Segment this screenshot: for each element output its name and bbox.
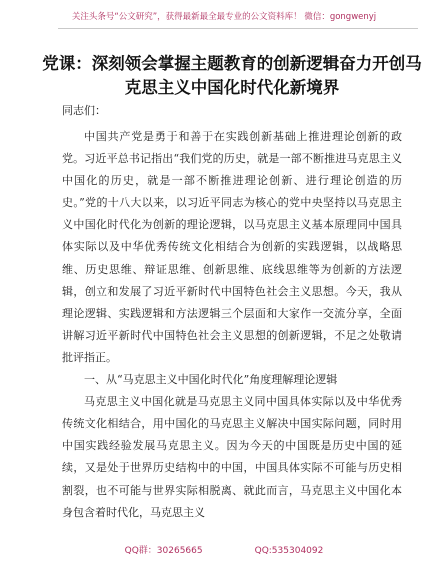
footer-qq: QQ:535304092 — [254, 546, 324, 556]
section-heading-1: 一、从“马克思主义中国化时代化”角度理解理论逻辑 — [84, 373, 338, 387]
paragraph-2: 马克思主义中国化就是马克思主义同中国具体实际以及中华优秀传统文化相结合，用中国化的马克思主义解决中国实际问题，同时用中国实践经验发展马克思主义。因为今天的中国既是历史中国的延续，又是处于世界历史结构中的中国，中国具体实际不可能与历史相割裂，也不可能与世界实际相脱离、就此而言，马克思主义中国化本身包含着时代化，马克思主义 — [62, 395, 402, 519]
paragraph-1: 中国共产党是勇于和善于在实践创新基础上推进理论创新的政党。习近平总书记指出“我们党的历史，就是一部不断推进马克思主义中国化的历史，就是一部不断推进理论创新、进行理论创造的历史。”党的十八大以来，以习近平同志为核心的党中央坚持以马克思主义中国化时代化为创新的理论逻辑，以马克思主义基本原理同中国具体实际以及中华优秀传统文化相结合为创新的实践逻辑，以战略思维、历史思维、辩证思维、创新思维、底线思维等为创新的方法逻辑，创立和发展了习近平新时代中国特色社会主义思想。今天，我从理论逻辑、实践逻辑和方法逻辑三个层面和大家作一交流分享，全面讲解习近平新时代中国特色社会主义思想的创新逻辑，不足之处敬请批评指正。 — [62, 130, 402, 364]
document-body — [62, 126, 402, 524]
header-banner: 关注头条号“公文研究”，获得最新最全最专业的公文资料库！ 微信：gongwenyj — [71, 12, 377, 22]
document-title: 党课：深刻领会掌握主题教育的创新逻辑奋力开创马克思主义中国化时代化新境界 — [42, 54, 422, 97]
footer — [0, 543, 448, 556]
greeting: 同志们： — [62, 104, 106, 117]
footer-qq-group: QQ群：30265665 — [124, 546, 203, 556]
header-divider — [58, 28, 418, 29]
